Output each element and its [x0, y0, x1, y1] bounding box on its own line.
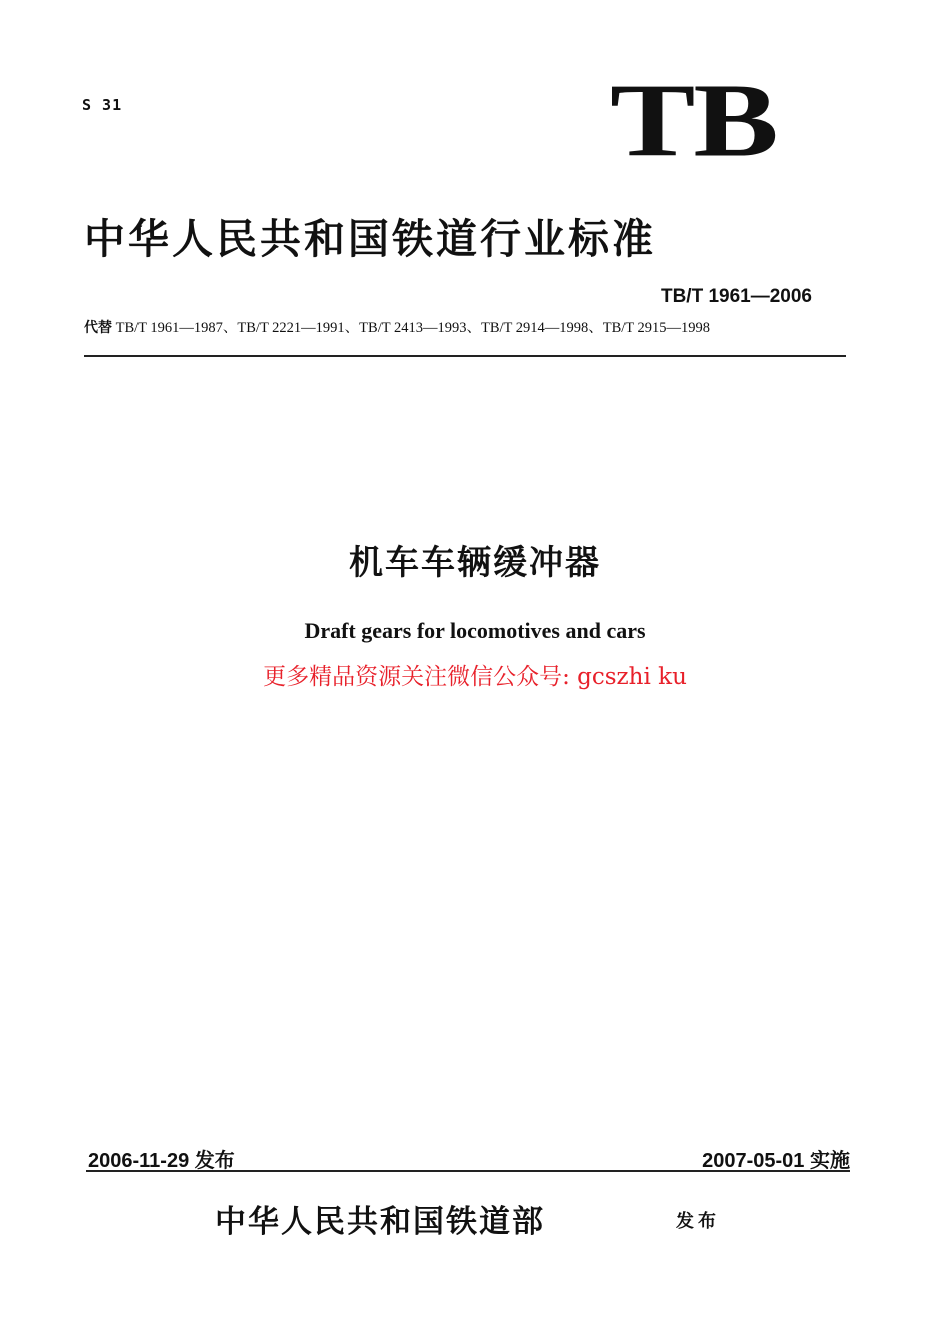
header-divider — [84, 355, 846, 357]
replaces-label: 代替 — [84, 320, 112, 336]
ics-code: S 31 — [82, 96, 123, 114]
standard-number: TB/T 1961—2006 — [660, 286, 812, 307]
publisher-name: 中华人民共和国铁道部 — [215, 1204, 545, 1240]
replaces-line — [84, 316, 710, 337]
publisher-action: 发布 — [676, 1211, 720, 1232]
tb-logo: TB — [610, 62, 777, 179]
issue-date: 2006-11-29 发布 — [88, 1150, 235, 1172]
implementation-date: 2007-05-01 实施 — [702, 1150, 850, 1172]
document-title-zh: 机车车辆缓冲器 — [349, 543, 601, 583]
watermark-notice: 更多精品资源关注微信公众号: gcszhi ku — [263, 664, 687, 690]
document-title-en: Draft gears for locomotives and cars — [304, 618, 646, 643]
replaces-text: TB/T 1961—1987、TB/T 2221—1991、TB/T 2413—1993、TB/T 2914—1998、TB/T 2915—1998 — [112, 320, 711, 336]
standard-title: 中华人民共和国铁道行业标准 — [84, 215, 656, 263]
footer-divider — [86, 1170, 850, 1172]
